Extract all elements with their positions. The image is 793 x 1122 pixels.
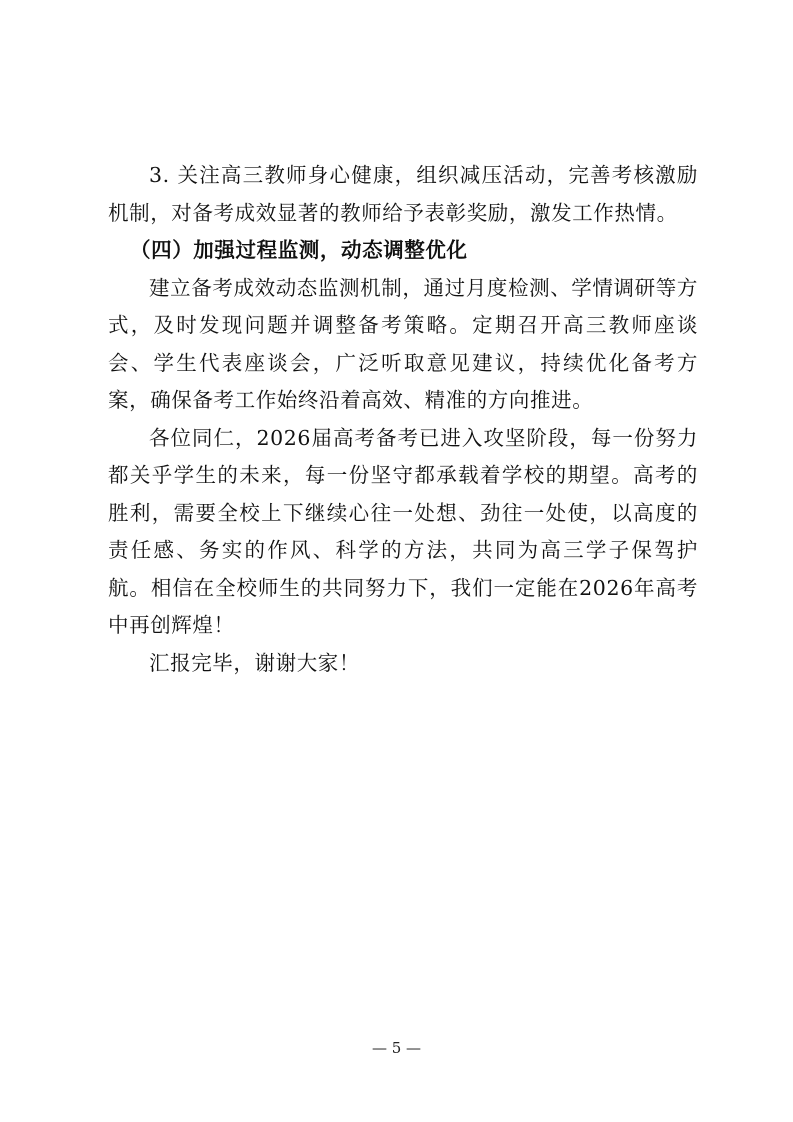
paragraph-thanks: 汇报完毕，谢谢大家！ xyxy=(149,650,360,675)
paragraph-teacher-health: 3. 关注高三教师身心健康，组织减压活动，完善考核激励机制，对备考成效显著的教师给予表彰奖励，激发工作热情。 xyxy=(108,163,698,225)
page-number: — 5 — xyxy=(371,1039,422,1057)
paragraph-monitoring-mechanism: 建立备考成效动态监测机制，通过月度检测、学情调研等方式，及时发现问题并调整备考策略。定期召开高三教师座谈会、学生代表座谈会，广泛听取意见建议，持续优化备考方案，确保备考工作始终沿着高效、精准的方向推进。 xyxy=(108,275,698,412)
paragraph-closing-remarks: 各位同仁，2026届高考备考已进入攻坚阶段，每一份努力都关乎学生的未来，每一份坚守都承载着学校的期望。高考的胜利，需要全校上下继续心往一处想、劲往一处使，以高度的责任感、务实的作风、科学的方法，共同为高三学子保驾护航。相信在全校师生的共同努力下，我们一定能在2026年高考中再创辉煌！ xyxy=(108,425,698,637)
section-heading-process-monitoring: （四）加强过程监测，动态调整优化 xyxy=(130,238,468,262)
document-body xyxy=(108,157,698,682)
